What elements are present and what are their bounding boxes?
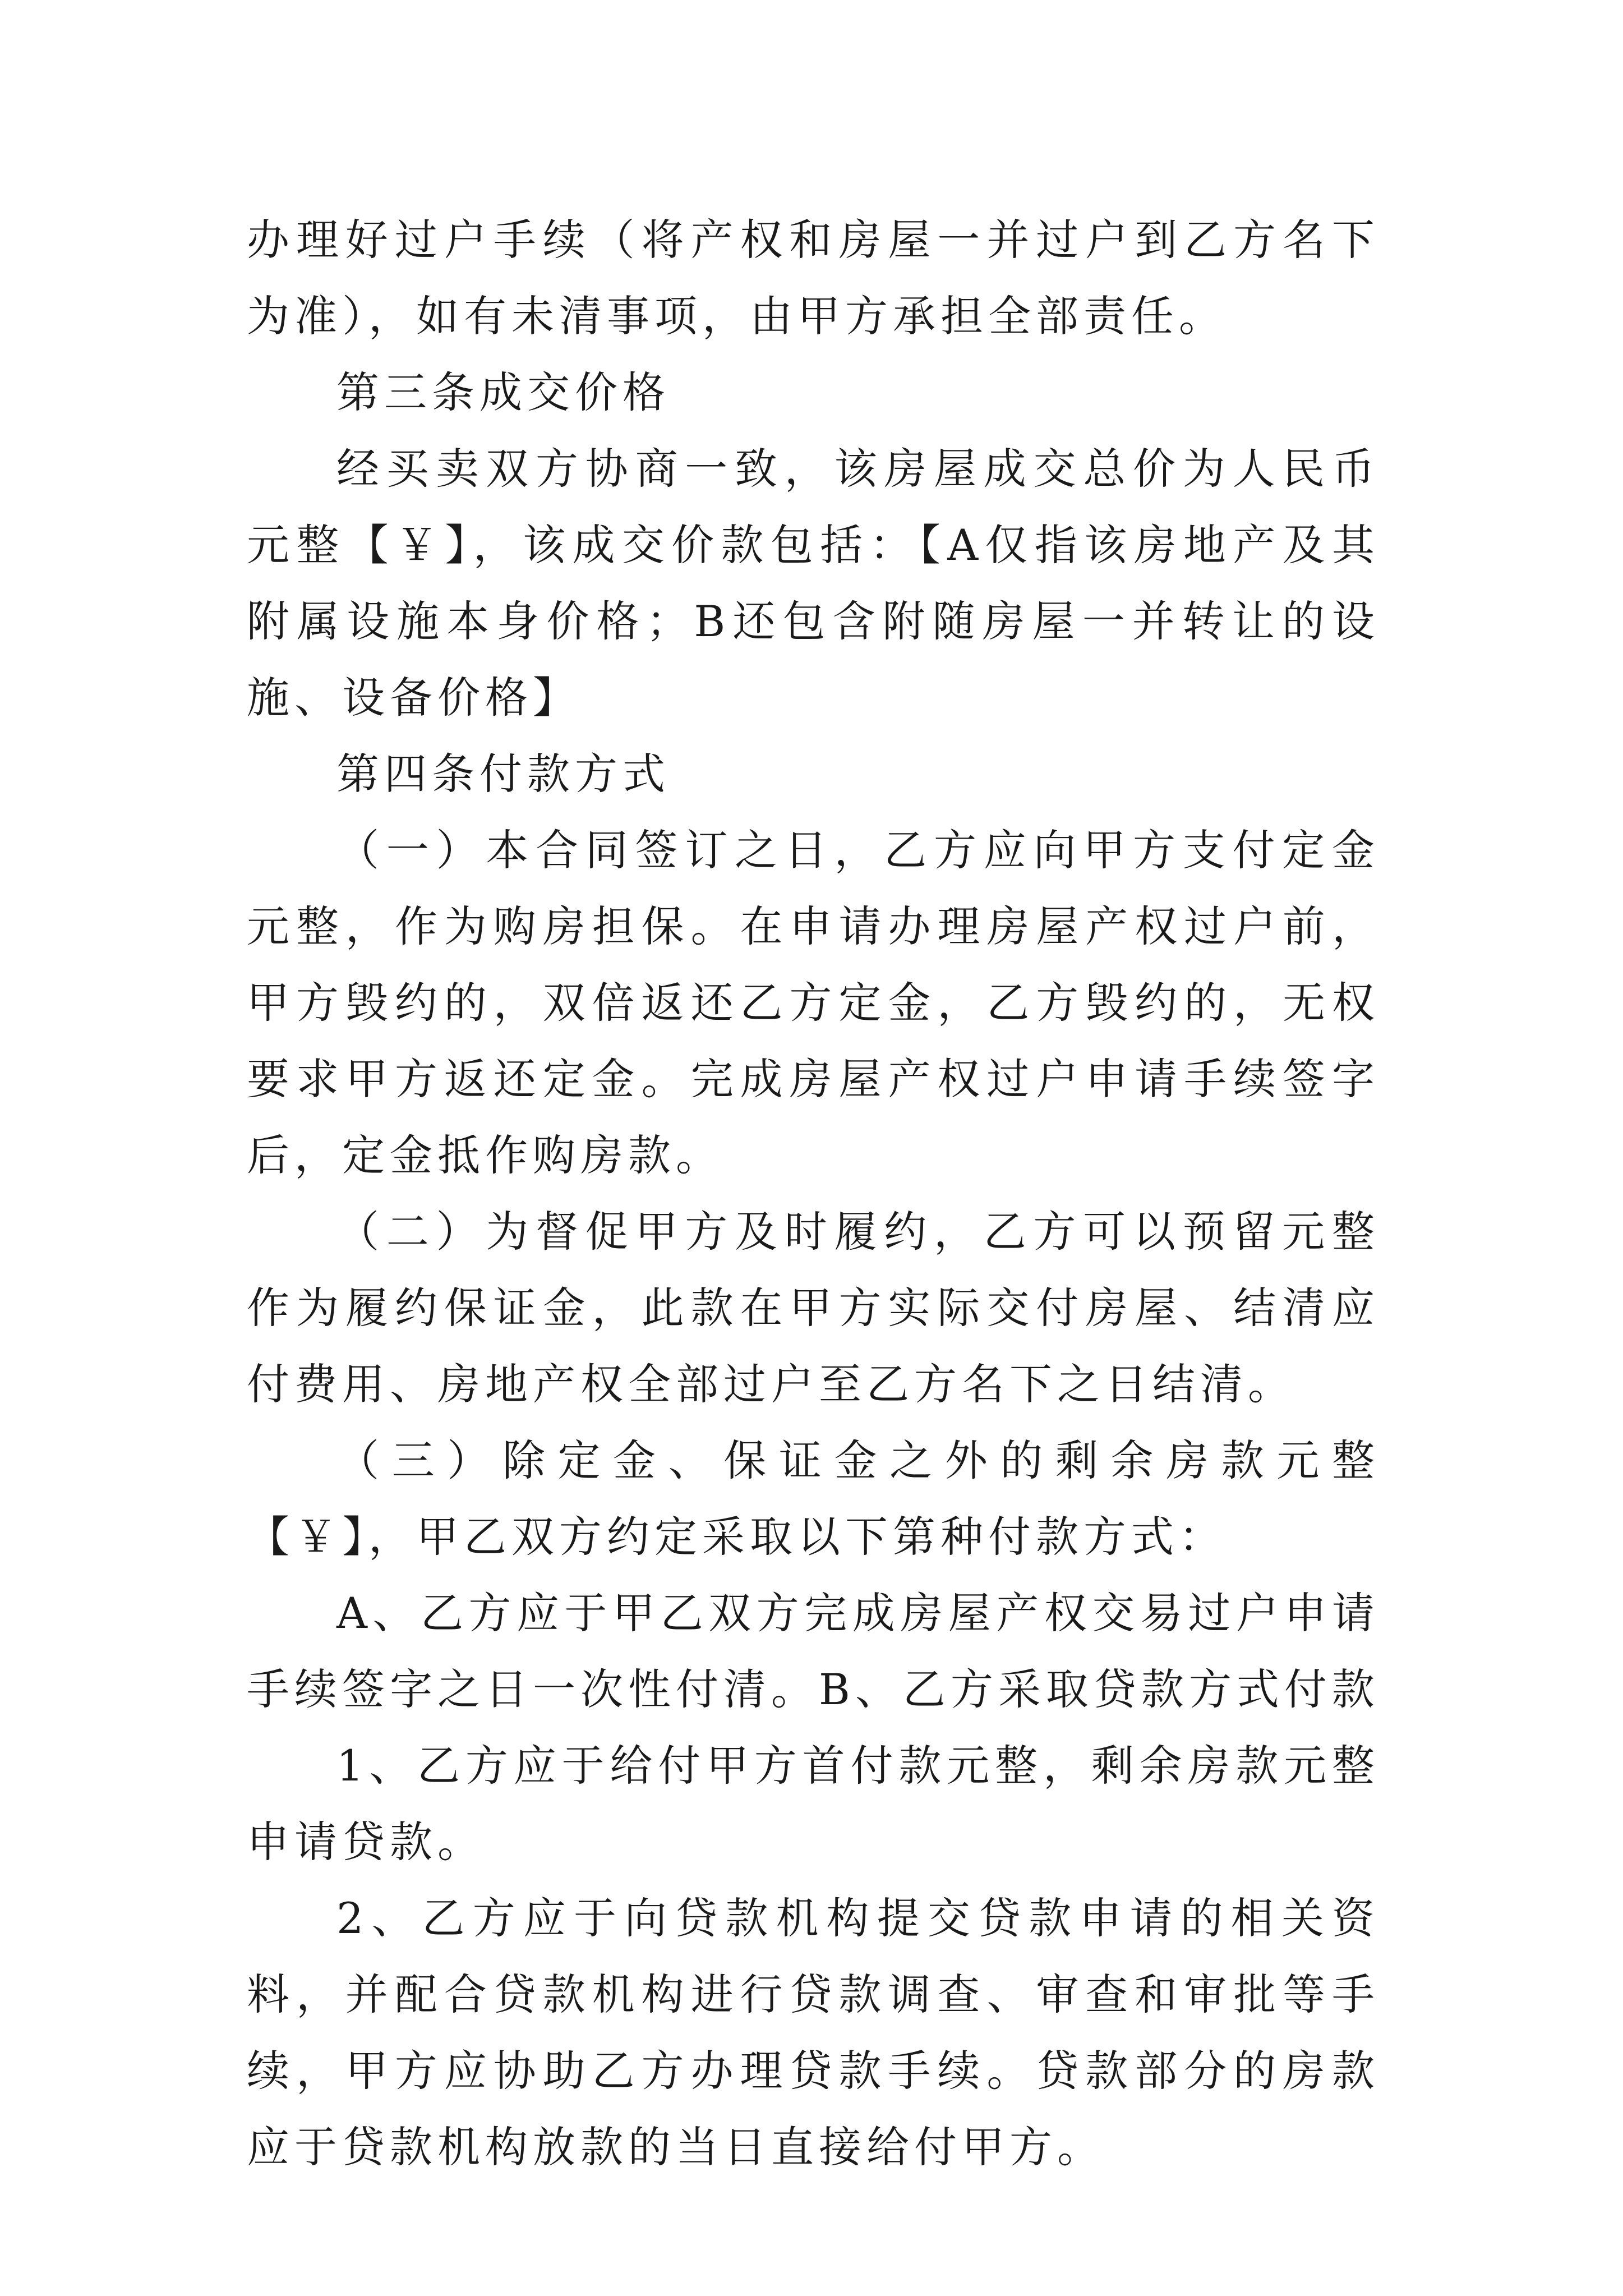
paragraph-performance-bond: （二）为督促甲方及时履约，乙方可以预留元整作为履约保证金，此款在甲方实际交付房屋、结清应付费用、房地产权全部过户至乙方名下之日结清。 — [247, 1207, 1380, 1409]
paragraph-down-payment: 1、乙方应于给付甲方首付款元整，剩余房款元整申请贷款。 — [247, 1741, 1380, 1867]
paragraph-transfer-continuation: 办理好过户手续（将产权和房屋一并过户到乙方名下为准），如有未清事项，由甲方承担全部责任。 — [247, 215, 1380, 341]
paragraph-payment-options: A、乙方应于甲乙双方完成房屋产权交易过户申请手续签字之日一次性付清。B、乙方采取贷款方式付款 — [247, 1588, 1380, 1714]
article-4-heading: 第四条付款方式 — [336, 749, 670, 799]
paragraph-deposit: （一）本合同签订之日，乙方应向甲方支付定金元整，作为购房担保。在申请办理房屋产权过户前，甲方毁约的，双倍返还乙方定金，乙方毁约的，无权要求甲方返还定金。完成房屋产权过户申请手续签字后，定金抵作购房款。 — [247, 825, 1380, 1180]
paragraph-price: 经买卖双方协商一致，该房屋成交总价为人民币元整【￥】，该成交价款包括：【A仅指该房地产及其附属设施本身价格；B还包含附随房屋一并转让的设施、设备价格】 — [247, 444, 1380, 723]
paragraph-remaining-payment: （三）除定金、保证金之外的剩余房款元整【￥】，甲乙双方约定采取以下第种付款方式： — [247, 1435, 1380, 1562]
paragraph-loan-procedure: 2、乙方应于向贷款机构提交贷款申请的相关资料，并配合贷款机构进行贷款调查、审查和审批等手续，甲方应协助乙方办理贷款手续。贷款部分的房款应于贷款机构放款的当日直接给付甲方。 — [247, 1893, 1380, 2172]
document-body — [247, 202, 1380, 2185]
article-3-heading: 第三条成交价格 — [336, 367, 670, 417]
